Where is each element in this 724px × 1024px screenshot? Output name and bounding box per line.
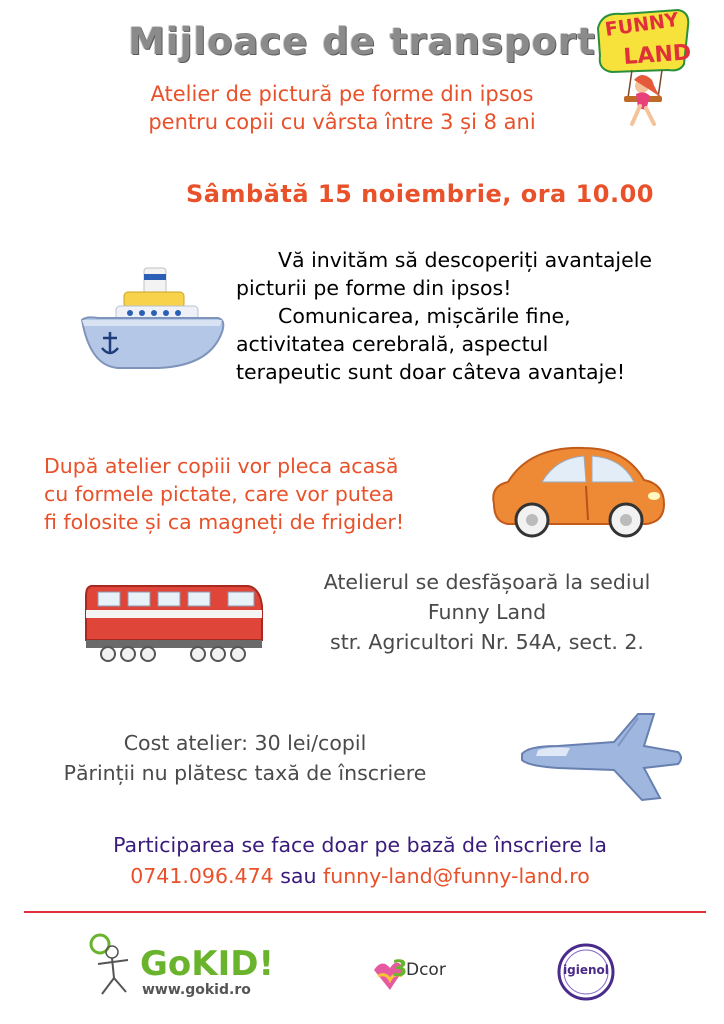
gokid-brand: GoKID! bbox=[140, 944, 274, 984]
cost-text bbox=[30, 728, 460, 788]
dcor-logo bbox=[370, 950, 460, 996]
after-line: După atelier copiii vor pleca acasă bbox=[44, 454, 399, 478]
car-illustration bbox=[486, 440, 670, 540]
train-illustration bbox=[78, 578, 264, 664]
page-title: Mijloace de transport bbox=[128, 20, 596, 63]
event-date: Sâmbătă 15 noiembrie, ora 10.00 bbox=[186, 180, 655, 208]
svg-text:FUNNY: FUNNY bbox=[603, 8, 680, 41]
venue-line: Atelierul se desfășoară la sediul bbox=[323, 570, 651, 594]
invite-line: picturii pe forme din ipsos! bbox=[236, 276, 512, 300]
invite-line: Vă invităm să descoperiți avantajele bbox=[278, 248, 653, 272]
dcor-name: Dcor bbox=[406, 960, 446, 980]
invite-line: Comunicarea, mișcările fine, bbox=[278, 304, 571, 328]
gokid-url[interactable]: www.gokid.ro bbox=[142, 982, 251, 998]
invite-line: terapeutic sunt doar câteva avantaje! bbox=[236, 360, 626, 384]
ship-illustration bbox=[78, 262, 228, 372]
after-line: fi folosite și ca magneți de frigider! bbox=[44, 510, 405, 534]
igienol-name: igienol bbox=[563, 963, 609, 977]
venue-text bbox=[282, 567, 692, 657]
subtitle bbox=[0, 80, 684, 136]
registration-line: Participarea se face doar pe bază de înscriere la bbox=[113, 833, 607, 857]
email-link[interactable]: funny-land@funny-land.ro bbox=[322, 864, 590, 888]
subtitle-line: pentru copii cu vârsta între 3 și 8 ani bbox=[148, 110, 536, 134]
venue-line: str. Agricultori Nr. 54A, sect. 2. bbox=[330, 630, 644, 654]
svg-text:3: 3 bbox=[392, 957, 408, 982]
connector-text: sau bbox=[280, 864, 317, 888]
invite-line: activitatea cerebrală, aspectul bbox=[236, 332, 549, 356]
cost-line: Cost atelier: 30 lei/copil bbox=[123, 731, 367, 755]
airplane-illustration bbox=[518, 706, 684, 806]
phone-number[interactable]: 0741.096.474 bbox=[130, 864, 274, 888]
invite-paragraph bbox=[236, 246, 706, 386]
igienol-logo bbox=[556, 942, 616, 1002]
venue-line: Funny Land bbox=[427, 600, 547, 624]
cost-line: Părinții nu plătesc taxă de înscriere bbox=[63, 761, 427, 785]
registration-text bbox=[40, 830, 680, 892]
divider bbox=[24, 911, 706, 913]
after-line: cu formele pictate, care vor putea bbox=[44, 482, 395, 506]
gokid-logo bbox=[82, 930, 292, 1002]
svg-text:LAND: LAND bbox=[622, 40, 692, 70]
subtitle-line: Atelier de pictură pe forme din ipsos bbox=[150, 82, 534, 106]
after-workshop-text bbox=[44, 452, 484, 536]
